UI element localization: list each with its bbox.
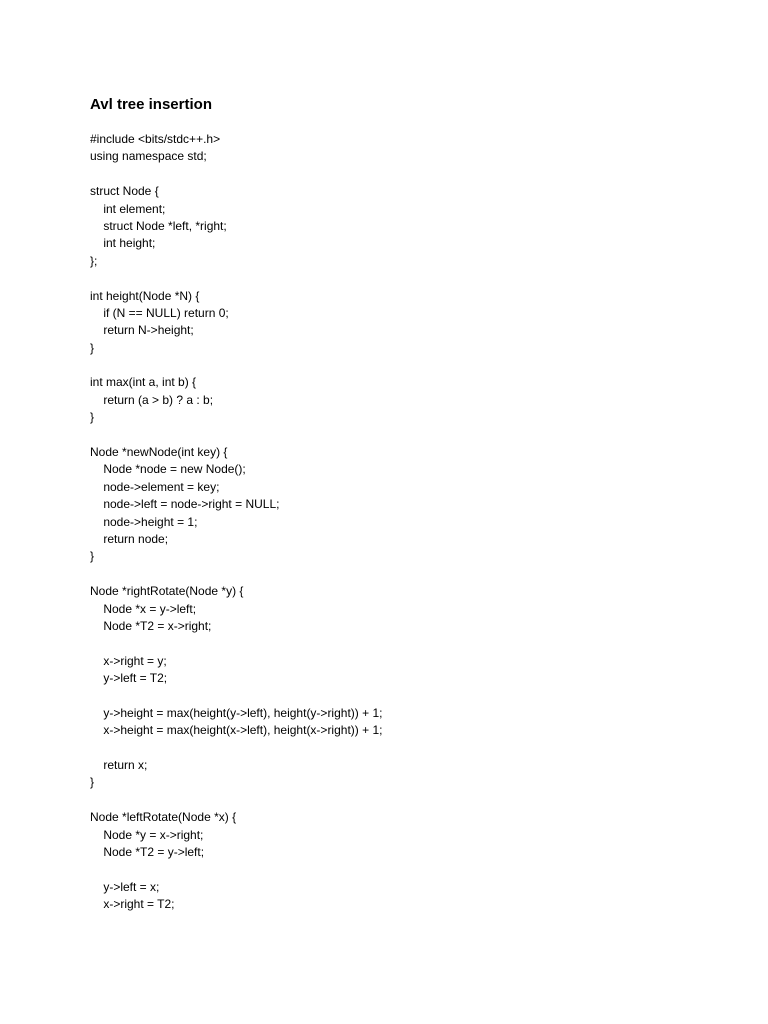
code-line: node->height = 1; (90, 514, 198, 529)
code-line: return x; (90, 758, 148, 773)
code-line: Node *y = x->right; (90, 827, 204, 842)
code-line (90, 270, 382, 287)
code-line (90, 740, 382, 757)
code-line (90, 566, 382, 583)
code-line (90, 427, 382, 444)
code-line: Node *node = new Node(); (90, 462, 246, 477)
code-line: Node *leftRotate(Node *x) { (90, 810, 237, 825)
code-line: using namespace std; (90, 149, 207, 164)
code-line: if (N == NULL) return 0; (90, 305, 229, 320)
code-line: int height; (90, 236, 156, 251)
code-line: Node *x = y->left; (90, 601, 197, 616)
code-line: int height(Node *N) { (90, 288, 200, 303)
code-line: node->element = key; (90, 479, 220, 494)
code-line (90, 861, 382, 878)
document-title: Avl tree insertion (90, 96, 212, 113)
code-line: y->height = max(height(y->left), height(y->right)) + 1; (90, 705, 383, 720)
code-line: struct Node { (90, 184, 159, 199)
code-line (90, 166, 382, 183)
code-line: x->right = T2; (90, 897, 175, 912)
code-line: }; (90, 253, 98, 268)
code-line: struct Node *left, *right; (90, 218, 227, 233)
code-line: Node *T2 = x->right; (90, 618, 212, 633)
code-line: Node *T2 = y->left; (90, 845, 205, 860)
code-line: return node; (90, 531, 169, 546)
code-block (90, 131, 382, 914)
code-line: int element; (90, 201, 166, 216)
code-line (90, 635, 382, 652)
code-line: return (a > b) ? a : b; (90, 392, 214, 407)
code-line (90, 357, 382, 374)
code-line: x->height = max(height(x->left), height(x->right)) + 1; (90, 723, 383, 738)
code-line: } (90, 775, 95, 790)
code-line: Node *rightRotate(Node *y) { (90, 584, 244, 599)
code-line: #include <bits/stdc++.h> (90, 132, 221, 146)
code-line: y->left = x; (90, 879, 160, 894)
code-line: Node *newNode(int key) { (90, 445, 228, 460)
code-line: } (90, 340, 95, 355)
code-line (90, 792, 382, 809)
code-line: return N->height; (90, 323, 194, 338)
code-line: node->left = node->right = NULL; (90, 497, 280, 512)
code-line: } (90, 410, 95, 425)
code-line (90, 688, 382, 705)
code-line: y->left = T2; (90, 671, 168, 686)
code-line: int max(int a, int b) { (90, 375, 197, 390)
code-line: x->right = y; (90, 653, 167, 668)
code-line: } (90, 549, 95, 564)
